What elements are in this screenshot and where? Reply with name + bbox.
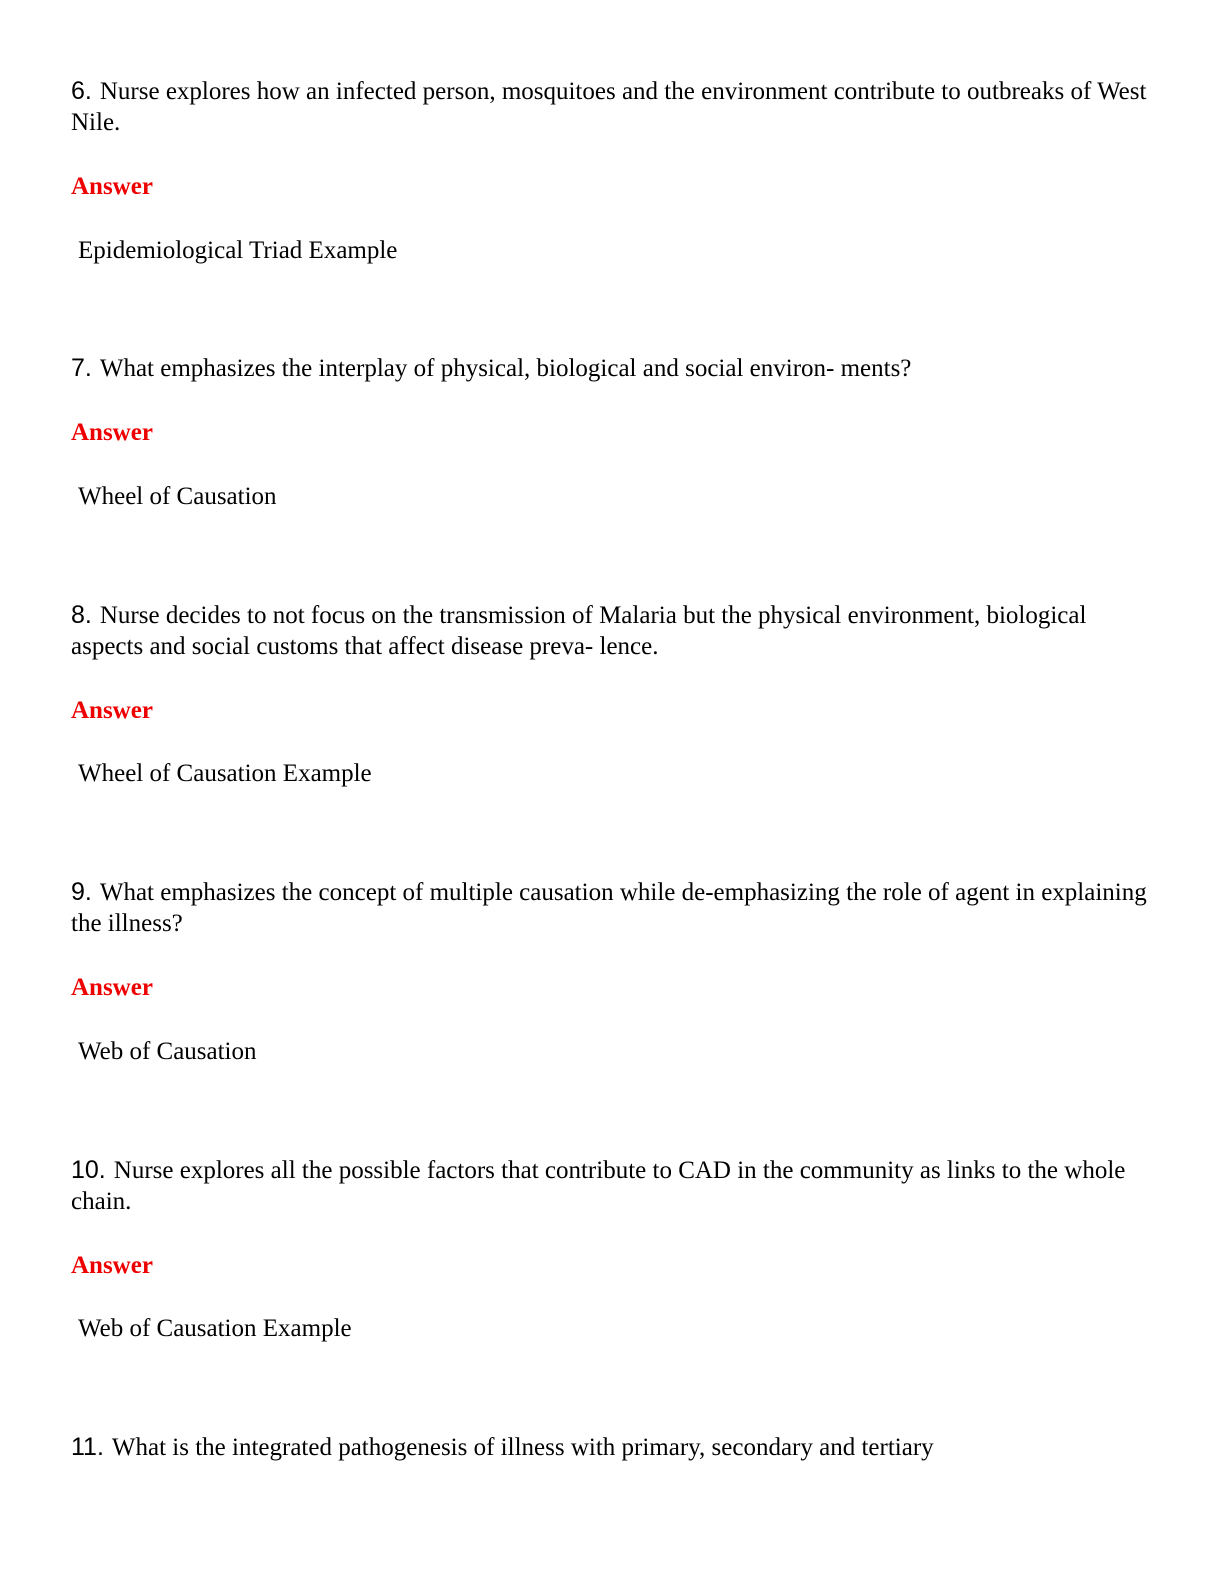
answer-text: Wheel of Causation Example: [78, 760, 372, 787]
question-text: What emphasizes the concept of multiple causation while de-emphasizing the role of agent in explaining the illness?: [71, 879, 1147, 937]
question-9: [71, 877, 1151, 939]
question-block-10: [71, 1155, 1151, 1342]
question-number: 11.: [71, 1433, 104, 1461]
question-block-11: [71, 1432, 1151, 1463]
answer-label: Answer: [71, 173, 153, 200]
answer-label: Answer: [71, 697, 153, 724]
question-block-9: [71, 877, 1151, 1065]
answer-text: Epidemiological Triad Example: [78, 237, 398, 264]
question-number: 7.: [71, 354, 92, 382]
question-number: 6.: [71, 77, 92, 105]
answer-label: Answer: [71, 1252, 153, 1279]
answer-label: Answer: [71, 419, 153, 446]
question-block-8: [71, 600, 1151, 787]
question-text: Nurse decides to not focus on the transmission of Malaria but the physical environment, biological aspects and social customs that affect disease preva- lence.: [71, 602, 1087, 660]
answer-label: Answer: [71, 974, 153, 1001]
answer-text: Web of Causation: [78, 1038, 257, 1065]
question-7: [71, 353, 1151, 384]
answer-text: Web of Causation Example: [78, 1315, 352, 1342]
question-block-6: [71, 76, 1151, 264]
question-8: [71, 600, 1151, 662]
answer-text: Wheel of Causation: [78, 483, 277, 510]
question-11: [71, 1432, 1151, 1463]
question-text: Nurse explores all the possible factors that contribute to CAD in the community as links to the whole chain.: [71, 1157, 1126, 1215]
question-text: Nurse explores how an infected person, mosquitoes and the environment contribute to outbreaks of West Nile.: [71, 78, 1147, 136]
question-text: What emphasizes the interplay of physical, biological and social environ- ments?: [99, 355, 912, 382]
question-number: 9.: [71, 878, 92, 906]
question-block-7: [71, 353, 1151, 510]
question-6: [71, 76, 1151, 138]
question-number: 8.: [71, 601, 92, 629]
question-10: [71, 1155, 1151, 1217]
question-text: What is the integrated pathogenesis of illness with primary, secondary and tertiary: [111, 1434, 934, 1461]
question-number: 10.: [71, 1156, 106, 1184]
